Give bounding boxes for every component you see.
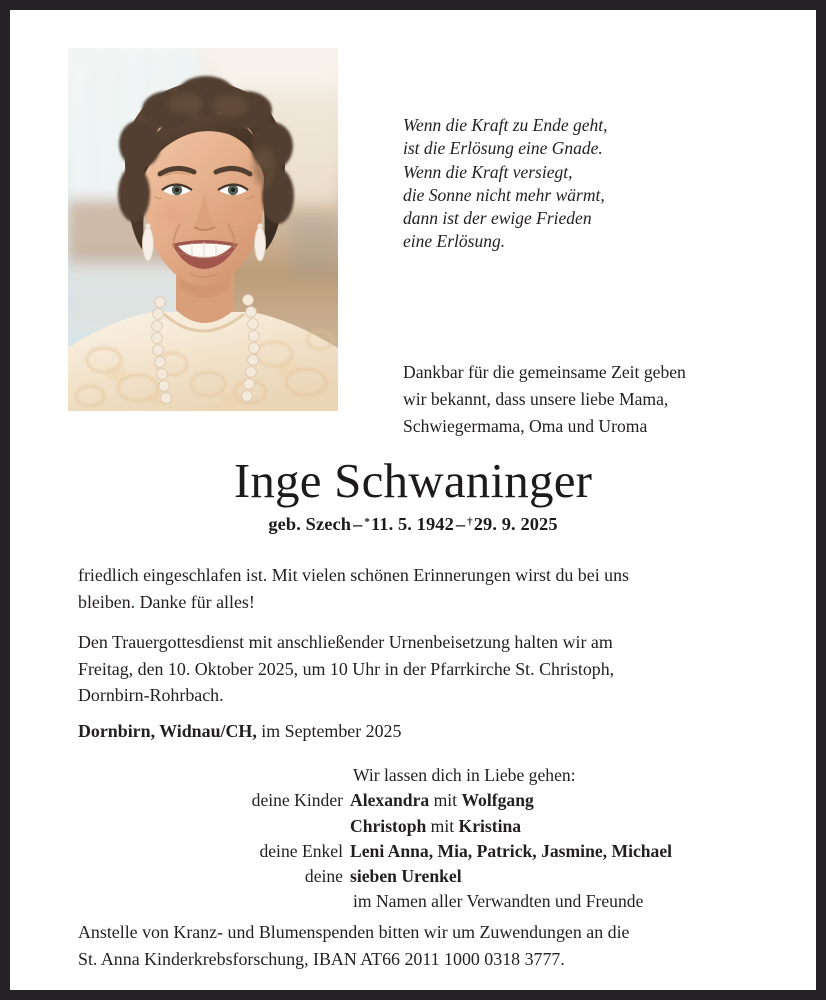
birth-date: 11. 5. 1942 bbox=[371, 514, 454, 534]
family-row bbox=[78, 864, 770, 889]
service-line: Dornbirn-Rohrbach. bbox=[78, 685, 224, 705]
birth-star-icon: * bbox=[364, 516, 371, 529]
place-and-date-line bbox=[78, 718, 401, 744]
family-row bbox=[78, 814, 770, 839]
verse-line: Wenn die Kraft zu Ende geht, bbox=[403, 115, 608, 135]
death-cross-icon: † bbox=[467, 516, 473, 529]
memorial-verse bbox=[403, 114, 743, 254]
family-names: Christoph mit Kristina bbox=[350, 815, 522, 836]
life-dates bbox=[20, 514, 806, 535]
verse-line: die Sonne nicht mehr wärmt, bbox=[403, 184, 605, 205]
family-heading: Wir lassen dich in Liebe gehen: bbox=[353, 765, 576, 785]
family-names: Alexandra mit Wolfgang bbox=[350, 790, 534, 811]
announcement-intro bbox=[403, 359, 771, 440]
intro-line: Schwiegermama, Oma und Uroma bbox=[403, 416, 648, 436]
service-paragraph bbox=[78, 629, 770, 709]
verse-line: ist die Erlösung eine Gnade. bbox=[403, 138, 603, 159]
donation-line: St. Anna Kinderkrebsforschung, IBAN AT66 2011 1000 0318 3777. bbox=[78, 948, 565, 969]
verse-line: eine Erlösung. bbox=[403, 231, 506, 252]
family-row bbox=[78, 788, 770, 813]
family-names: sieben Urenkel bbox=[350, 866, 462, 887]
donation-paragraph bbox=[78, 919, 770, 972]
portrait-illustration bbox=[68, 48, 338, 411]
deceased-name-block bbox=[20, 453, 806, 535]
farewell-paragraph bbox=[78, 562, 770, 615]
maiden-name: geb. Szech bbox=[268, 514, 352, 534]
verse-line: Wenn die Kraft versiegt, bbox=[403, 161, 573, 182]
family-footer: im Namen aller Verwandten und Freunde bbox=[353, 891, 644, 912]
family-row bbox=[78, 839, 770, 864]
service-line: Den Trauergottesdienst mit anschließender Urnenbeisetzung halten wir am bbox=[78, 632, 613, 652]
donation-line: Anstelle von Kranz- und Blumenspenden bitten wir um Zuwendungen an die bbox=[78, 922, 630, 942]
portrait-photo bbox=[68, 48, 338, 411]
intro-line: wir bekannt, dass unsere liebe Mama, bbox=[403, 389, 669, 409]
family-names: Leni Anna, Mia, Patrick, Jasmine, Michael bbox=[350, 840, 673, 861]
death-date: 29. 9. 2025 bbox=[473, 514, 558, 534]
family-relation-label: deine Kinder bbox=[251, 790, 343, 811]
intro-line: Dankbar für die gemeinsame Zeit geben bbox=[403, 362, 686, 382]
family-block bbox=[78, 763, 770, 915]
service-line: Freitag, den 10. Oktober 2025, um 10 Uhr in der Pfarrkirche St. Christoph, bbox=[78, 658, 615, 679]
farewell-line: friedlich eingeschlafen ist. Mit vielen schönen Erinnerungen wirst du bei uns bbox=[78, 565, 629, 585]
family-relation-label: deine bbox=[304, 866, 343, 887]
dates-separator: – bbox=[455, 514, 466, 534]
notice-month: im September 2025 bbox=[261, 721, 402, 741]
deceased-name: Inge Schwaninger bbox=[233, 453, 593, 508]
farewell-line: bleiben. Danke für alles! bbox=[78, 591, 255, 612]
place-names: Dornbirn, Widnau/CH, bbox=[78, 721, 257, 741]
notice-inner-area bbox=[10, 10, 816, 990]
dates-separator: – bbox=[353, 514, 363, 534]
family-relation-label: deine Enkel bbox=[259, 840, 343, 861]
verse-line: dann ist der ewige Frieden bbox=[403, 208, 592, 229]
